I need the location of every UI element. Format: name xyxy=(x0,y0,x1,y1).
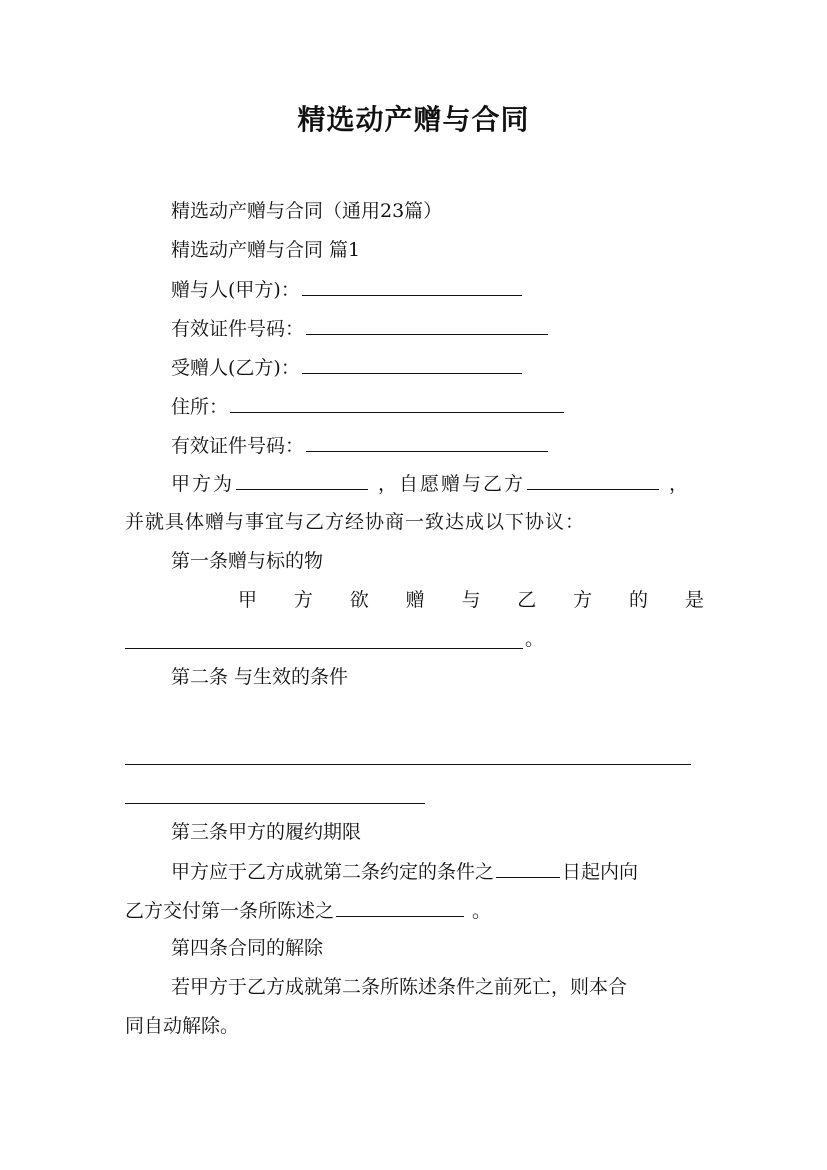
id-field-2 xyxy=(171,431,550,460)
article-3-text-d: 。 xyxy=(472,900,492,922)
id-blank-2[interactable] xyxy=(306,431,548,452)
article-1-char: 是 xyxy=(684,589,704,611)
donee-blank[interactable] xyxy=(302,353,522,374)
article-1-end: 。 xyxy=(525,628,545,650)
id-field-1 xyxy=(171,314,550,343)
article-3-text-b: 日起内向 xyxy=(562,861,639,883)
address-field xyxy=(171,392,566,421)
article-2-blank-2[interactable] xyxy=(125,803,425,804)
article-3-line-1 xyxy=(171,857,638,886)
article-2-title: 第二条 与生效的条件 xyxy=(171,666,349,688)
id-label-2: 有效证件号码： xyxy=(171,435,305,457)
article-3-line-2 xyxy=(125,896,491,925)
intro-blank-2[interactable] xyxy=(527,469,659,490)
article-3-blank-2[interactable] xyxy=(336,896,464,917)
document-title: 精选动产赠与合同 xyxy=(297,103,530,136)
section-heading: 精选动产赠与合同 篇1 xyxy=(171,239,361,261)
article-1-char: 方 xyxy=(293,589,313,611)
intro-line-1 xyxy=(171,469,690,498)
article-4-line-2: 同自动解除。 xyxy=(125,1015,240,1037)
article-1-char: 甲 xyxy=(238,589,258,611)
article-3-text-c: 乙方交付第一条所陈述之 xyxy=(125,900,335,922)
article-1-char: 欲 xyxy=(349,589,369,611)
article-3-text-a: 甲方应于乙方成就第二条约定的条件之 xyxy=(171,861,495,883)
article-1-line xyxy=(238,586,704,614)
article-2-blank-1[interactable] xyxy=(125,764,691,765)
article-1-blank[interactable] xyxy=(125,648,523,649)
article-1-title: 第一条赠与标的物 xyxy=(171,550,324,572)
intro-blank-1[interactable] xyxy=(236,469,368,490)
intro-text-b: ，自愿赠与乙方 xyxy=(378,473,526,495)
article-1-char: 与 xyxy=(461,589,481,611)
article-3-title: 第三条甲方的履约期限 xyxy=(171,821,362,843)
id-blank-1[interactable] xyxy=(306,314,548,335)
intro-text-a: 甲方为 xyxy=(171,473,235,495)
intro-text-c: ， xyxy=(669,473,691,495)
article-3-blank-1[interactable] xyxy=(496,857,560,878)
article-1-char: 乙 xyxy=(517,589,537,611)
intro-line-2: 并就具体赠与事宜与乙方经协商一致达成以下协议： xyxy=(125,511,586,533)
donor-blank[interactable] xyxy=(302,275,522,296)
article-1-char: 方 xyxy=(573,589,593,611)
subtitle: 精选动产赠与合同（通用23篇） xyxy=(171,200,443,222)
donor-label: 赠与人(甲方)： xyxy=(171,279,300,301)
address-blank[interactable] xyxy=(230,392,564,413)
donee-label: 受赠人(乙方)： xyxy=(171,357,300,379)
article-4-title: 第四条合同的解除 xyxy=(171,937,324,959)
donee-field xyxy=(171,353,524,382)
article-4-line-1: 若甲方于乙方成就第二条所陈述条件之前死亡，则本合 xyxy=(171,976,628,998)
donor-field xyxy=(171,275,524,304)
article-1-char: 的 xyxy=(629,589,649,611)
id-label-1: 有效证件号码： xyxy=(171,318,305,340)
article-1-char: 赠 xyxy=(405,589,425,611)
address-label: 住所： xyxy=(171,396,229,418)
